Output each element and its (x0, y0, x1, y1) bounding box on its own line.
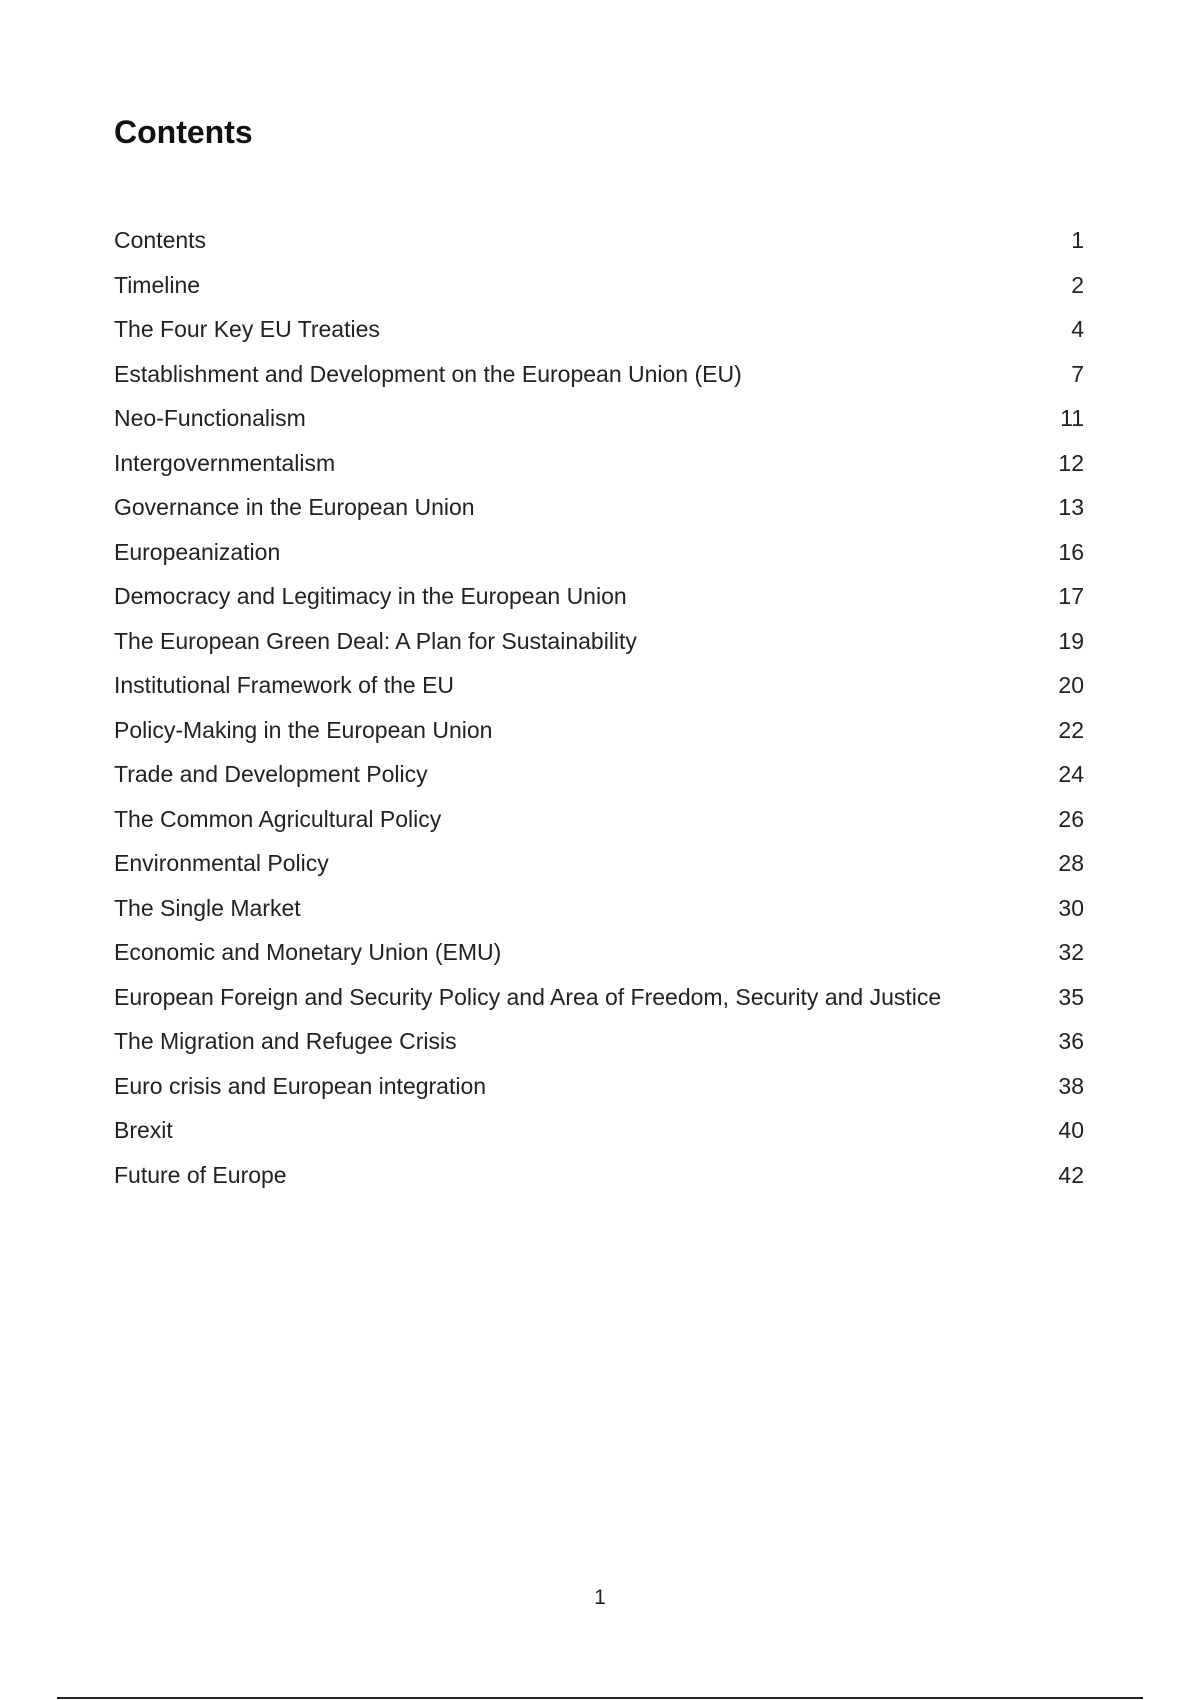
toc-entry-page: 40 (1058, 1117, 1084, 1143)
toc-entry-page: 4 (1071, 316, 1084, 342)
toc-entry-title: Policy-Making in the European Union (114, 716, 493, 743)
toc-entry[interactable] (114, 756, 1084, 801)
toc-entry-title: The Migration and Refugee Crisis (114, 1028, 457, 1054)
toc-entry[interactable] (114, 712, 1084, 757)
toc-entry-title: Institutional Framework of the EU (114, 672, 455, 698)
toc-entry-title: European Foreign and Security Policy and Area of Freedom, Security and Justice (114, 983, 942, 1010)
toc-entry-title: Environmental Policy (114, 850, 329, 876)
page-title: Contents (114, 114, 253, 150)
toc-entry-title: Future of Europe (114, 1161, 287, 1188)
toc-entry-page: 42 (1058, 1161, 1084, 1188)
toc-entry[interactable] (114, 1112, 1084, 1157)
toc-entry-page: 7 (1071, 360, 1084, 387)
table-of-contents (114, 222, 1084, 1201)
toc-entry[interactable] (114, 1157, 1084, 1202)
toc-entry[interactable] (114, 1023, 1084, 1068)
toc-entry-page: 16 (1058, 538, 1084, 565)
toc-entry-page: 1 (1071, 227, 1084, 253)
toc-entry[interactable] (114, 222, 1084, 267)
toc-entry[interactable] (114, 489, 1084, 534)
toc-entry-title: Democracy and Legitimacy in the European Union (114, 583, 627, 609)
toc-entry[interactable] (114, 890, 1084, 935)
toc-entry[interactable] (114, 356, 1084, 401)
toc-entry-title: Euro crisis and European integration (114, 1072, 487, 1099)
toc-entry[interactable] (114, 445, 1084, 490)
page-number: 1 (594, 1586, 606, 1609)
toc-entry-title: The Common Agricultural Policy (114, 805, 442, 832)
toc-entry-title: Governance in the European Union (114, 494, 475, 520)
toc-entry-page: 13 (1058, 494, 1084, 520)
toc-entry[interactable] (114, 400, 1084, 445)
toc-entry-page: 17 (1058, 583, 1084, 609)
toc-entry-page: 28 (1058, 850, 1084, 876)
toc-entry-page: 2 (1071, 271, 1084, 298)
toc-entry-page: 11 (1060, 405, 1084, 431)
toc-entry-title: Timeline (114, 271, 201, 298)
toc-entry-page: 26 (1058, 805, 1084, 832)
toc-entry-page: 20 (1058, 672, 1084, 698)
toc-entry-title: Contents (114, 227, 207, 253)
toc-entry[interactable] (114, 578, 1084, 623)
toc-entry-title: Intergovernmentalism (114, 449, 336, 476)
toc-entry-title: The Single Market (114, 894, 301, 921)
toc-entry-page: 19 (1058, 627, 1084, 654)
toc-entry-title: Trade and Development Policy (114, 761, 428, 787)
toc-entry[interactable] (114, 845, 1084, 890)
toc-entry-page: 22 (1058, 716, 1084, 743)
toc-entry[interactable] (114, 934, 1084, 979)
toc-entry-page: 30 (1058, 894, 1084, 921)
toc-entry-title: Establishment and Development on the European Union (EU) (114, 360, 742, 387)
toc-entry[interactable] (114, 979, 1084, 1024)
toc-entry[interactable] (114, 534, 1084, 579)
toc-entry-page: 36 (1058, 1028, 1084, 1054)
toc-entry[interactable] (114, 1068, 1084, 1113)
page-bottom-divider (57, 1697, 1143, 1699)
toc-entry-page: 32 (1058, 939, 1084, 965)
toc-entry-page: 24 (1058, 761, 1084, 787)
toc-entry-title: Europeanization (114, 538, 281, 565)
toc-entry-page: 35 (1058, 983, 1084, 1010)
toc-entry[interactable] (114, 311, 1084, 356)
toc-entry[interactable] (114, 267, 1084, 312)
toc-entry[interactable] (114, 801, 1084, 846)
toc-entry-title: The Four Key EU Treaties (114, 316, 380, 342)
toc-entry[interactable] (114, 623, 1084, 668)
toc-entry-page: 12 (1058, 449, 1084, 476)
toc-entry-title: Brexit (114, 1117, 173, 1143)
toc-entry-title: Economic and Monetary Union (EMU) (114, 939, 502, 965)
toc-entry-title: Neo-Functionalism (114, 405, 306, 431)
toc-entry[interactable] (114, 667, 1084, 712)
toc-entry-page: 38 (1058, 1072, 1084, 1099)
toc-entry-title: The European Green Deal: A Plan for Sustainability (114, 627, 637, 654)
